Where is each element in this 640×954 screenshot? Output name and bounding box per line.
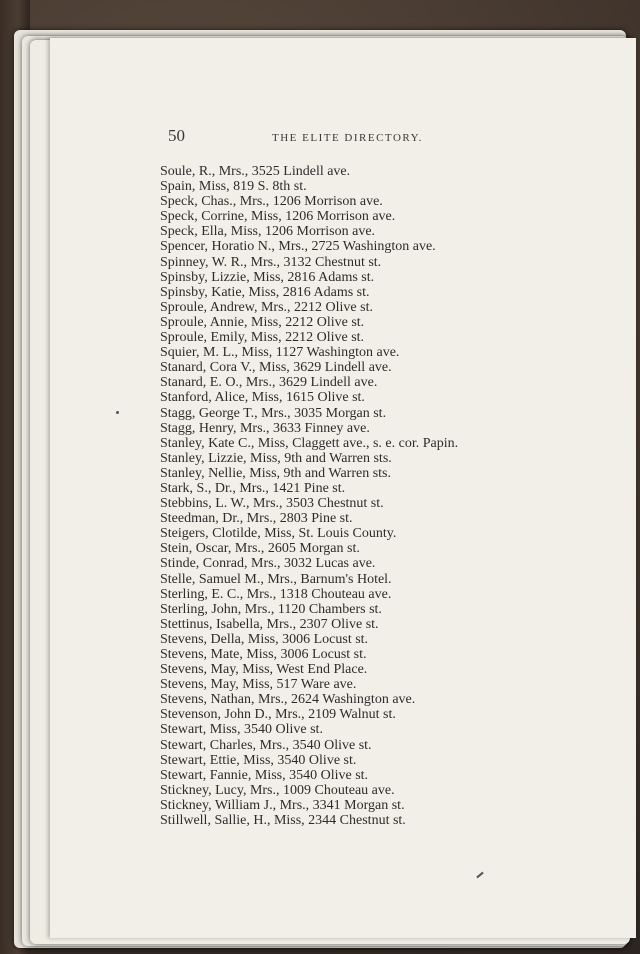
directory-entry: Sproule, Annie, Miss, 2212 Olive st. — [160, 314, 365, 330]
directory-entry: Stelle, Samuel M., Mrs., Barnum's Hotel. — [160, 571, 392, 587]
ink-speck — [116, 411, 119, 414]
directory-entry: Stanley, Lizzie, Miss, 9th and Warren sts. — [160, 450, 392, 466]
directory-entry: Sproule, Andrew, Mrs., 2212 Olive st. — [160, 299, 373, 315]
directory-entry: Stanard, E. O., Mrs., 3629 Lindell ave. — [160, 375, 378, 391]
page-header — [168, 126, 468, 146]
directory-entry: Stevens, Mate, Miss, 3006 Locust st. — [160, 647, 367, 662]
directory-entry: Stillwell, Sallie, H., Miss, 2344 Chestnut st. — [160, 813, 406, 829]
page-number: 50 — [168, 126, 185, 145]
directory-entry: Speck, Corrine, Miss, 1206 Morrison ave. — [160, 209, 396, 225]
directory-entry: Sterling, John, Mrs., 1120 Chambers st. — [160, 601, 382, 617]
directory-entry: Stanley, Kate C., Miss, Claggett ave., s. e. cor. Papin. — [160, 435, 459, 451]
directory-entry: Soule, R., Mrs., 3525 Lindell ave. — [160, 164, 351, 179]
directory-entry: Sterling, E. C., Mrs., 1318 Chouteau ave. — [160, 586, 392, 602]
directory-entry: Stevenson, John D., Mrs., 2109 Walnut st. — [160, 707, 396, 723]
directory-entry: Stebbins, L. W., Mrs., 3503 Chestnut st. — [160, 496, 384, 512]
directory-entry: Stewart, Ettie, Miss, 3540 Olive st. — [160, 752, 357, 768]
directory-entry: Stark, S., Dr., Mrs., 1421 Pine st. — [160, 480, 346, 496]
directory-entry: Stewart, Charles, Mrs., 3540 Olive st. — [160, 737, 372, 753]
directory-entry: Stewart, Fannie, Miss, 3540 Olive st. — [160, 767, 369, 783]
directory-entry-list — [160, 164, 620, 828]
directory-entry: Spain, Miss, 819 S. 8th st. — [160, 179, 307, 195]
directory-entry: Spinsby, Katie, Miss, 2816 Adams st. — [160, 284, 370, 300]
directory-entry: Stanard, Cora V., Miss, 3629 Lindell ave. — [160, 360, 392, 376]
directory-entry: Speck, Chas., Mrs., 1206 Morrison ave. — [160, 194, 383, 210]
directory-entry: Squier, M. L., Miss, 1127 Washington ave. — [160, 345, 400, 361]
directory-entry: Stickney, Lucy, Mrs., 1009 Chouteau ave. — [160, 782, 395, 798]
directory-entry: Stevens, Della, Miss, 3006 Locust st. — [160, 631, 369, 647]
directory-entry: Steigers, Clotilde, Miss, St. Louis County. — [160, 526, 397, 542]
directory-entry: Stagg, Henry, Mrs., 3633 Finney ave. — [160, 420, 370, 436]
directory-entry: Stinde, Conrad, Mrs., 3032 Lucas ave. — [160, 556, 376, 572]
directory-entry: Spinney, W. R., Mrs., 3132 Chestnut st. — [160, 254, 382, 270]
directory-entry: Sproule, Emily, Miss, 2212 Olive st. — [160, 330, 365, 346]
directory-entry: Spencer, Horatio N., Mrs., 2725 Washington ave. — [160, 239, 436, 255]
directory-entry: Speck, Ella, Miss, 1206 Morrison ave. — [160, 224, 376, 240]
directory-entry: Stevens, May, Miss, West End Place. — [160, 662, 368, 678]
directory-entry: Spinsby, Lizzie, Miss, 2816 Adams st. — [160, 269, 375, 285]
directory-entry: Stagg, George T., Mrs., 3035 Morgan st. — [160, 405, 387, 421]
directory-entry: Stettinus, Isabella, Mrs., 2307 Olive st. — [160, 616, 379, 632]
running-title: THE ELITE DIRECTORY. — [272, 132, 423, 144]
directory-entry: Stanford, Alice, Miss, 1615 Olive st. — [160, 390, 365, 406]
directory-entry: Stewart, Miss, 3540 Olive st. — [160, 722, 323, 738]
directory-entry: Stanley, Nellie, Miss, 9th and Warren sts. — [160, 465, 392, 481]
directory-entry: Steedman, Dr., Mrs., 2803 Pine st. — [160, 511, 353, 527]
directory-entry: Stein, Oscar, Mrs., 2605 Morgan st. — [160, 541, 360, 557]
directory-entry: Stickney, William J., Mrs., 3341 Morgan st. — [160, 797, 405, 813]
directory-entry: Stevens, Nathan, Mrs., 2624 Washington ave. — [160, 692, 416, 708]
directory-entry: Stevens, May, Miss, 517 Ware ave. — [160, 677, 357, 693]
